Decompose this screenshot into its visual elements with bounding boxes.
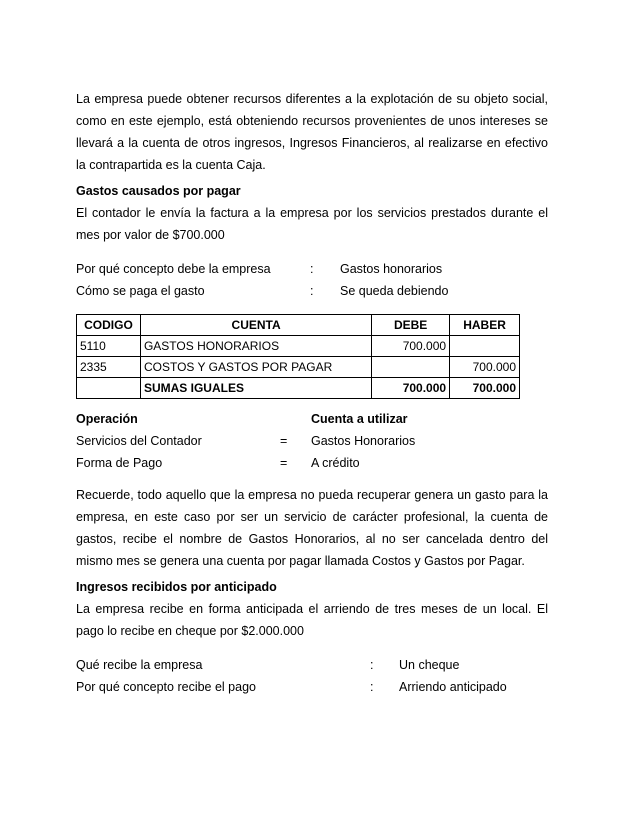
ledger-header-row xyxy=(77,315,520,336)
ledger-cell-haber: 700.000 xyxy=(450,378,520,399)
ledger-cell-haber xyxy=(450,336,520,357)
ledger-cell-cuenta: GASTOS HONORARIOS xyxy=(140,336,371,357)
section-gastos-causados xyxy=(76,180,548,246)
operation-heading: Operación xyxy=(76,412,138,426)
ledger-cell-cuenta: COSTOS Y GASTOS POR PAGAR xyxy=(140,357,371,378)
ledger-cell-debe xyxy=(372,357,450,378)
operation-label: Servicios del Contador xyxy=(76,434,202,448)
qa-separator: : xyxy=(310,262,314,276)
qa-value: Un cheque xyxy=(399,658,460,672)
section-text-ingresos-anticipado: La empresa recibe en forma anticipada el arriendo de tres meses de un local. El pago lo recibe en cheque por $2.000.000 xyxy=(76,602,548,638)
ledger-cell-codigo: 5110 xyxy=(77,336,141,357)
qa-row-concepto-pago xyxy=(76,676,548,698)
ledger-cell-debe: 700.000 xyxy=(372,378,450,399)
table-row xyxy=(77,357,520,378)
intro-paragraph: La empresa puede obtener recursos diferentes a la explotación de su objeto social, como en este ejemplo, está obteniendo recursos provenientes de unos intereses se llevará a la cuenta de otros ingresos, Ingresos Financieros, al realizarse en efectivo la contrapartida es la cuenta Caja. xyxy=(76,92,548,172)
qa-separator: : xyxy=(310,284,314,298)
intro-paragraph-block xyxy=(76,88,548,176)
qa-value: Arriendo anticipado xyxy=(399,680,507,694)
operation-value: A crédito xyxy=(311,456,360,470)
ledger-header-debe: DEBE xyxy=(372,315,450,336)
ledger-cell-cuenta: SUMAS IGUALES xyxy=(140,378,371,399)
operation-row-servicios xyxy=(76,430,548,452)
section-text-gastos-causados: El contador le envía la factura a la empresa por los servicios prestados durante el mes por valor de $700.000 xyxy=(76,206,548,242)
qa-label: Qué recibe la empresa xyxy=(76,658,203,672)
ledger-header-haber: HABER xyxy=(450,315,520,336)
ledger-cell-haber: 700.000 xyxy=(450,357,520,378)
qa-value: Gastos honorarios xyxy=(340,262,443,276)
account-heading: Cuenta a utilizar xyxy=(311,412,408,426)
ledger-header-codigo: CODIGO xyxy=(77,315,141,336)
operation-block xyxy=(76,408,548,474)
qa-block-ingresos xyxy=(76,654,548,698)
qa-row-concepto xyxy=(76,258,548,280)
operation-separator: = xyxy=(280,434,288,448)
operation-value: Gastos Honorarios xyxy=(311,434,416,448)
operation-separator: = xyxy=(280,456,288,470)
operation-heading-row xyxy=(76,408,548,430)
qa-separator: : xyxy=(370,680,374,694)
table-row xyxy=(77,336,520,357)
section-ingresos-anticipado xyxy=(76,576,548,642)
section-heading-ingresos-anticipado: Ingresos recibidos por anticipado xyxy=(76,580,277,594)
qa-label: Por qué concepto recibe el pago xyxy=(76,680,256,694)
section-heading-gastos-causados: Gastos causados por pagar xyxy=(76,184,241,198)
qa-block-gastos xyxy=(76,258,548,302)
remember-paragraph-block xyxy=(76,484,548,572)
remember-paragraph: Recuerde, todo aquello que la empresa no pueda recuperar genera un gasto para la empresa, en este caso por ser un servicio de carácter profesional, la cuenta de gastos, recibe el nombre de Gastos Honorarios, al no ser cancelada dentro del mismo mes se genera una cuenta por pagar llamada Costos y Gastos por Pagar. xyxy=(76,488,548,568)
ledger-cell-codigo: 2335 xyxy=(77,357,141,378)
qa-label: Cómo se paga el gasto xyxy=(76,284,205,298)
operation-row-forma-pago xyxy=(76,452,548,474)
qa-value: Se queda debiendo xyxy=(340,284,449,298)
ledger-header-cuenta: CUENTA xyxy=(140,315,371,336)
qa-row-pago xyxy=(76,280,548,302)
ledger-cell-codigo xyxy=(77,378,141,399)
qa-separator: : xyxy=(370,658,374,672)
ledger-table xyxy=(76,314,520,399)
ledger-cell-debe: 700.000 xyxy=(372,336,450,357)
qa-row-recibe xyxy=(76,654,548,676)
ledger-totals-row xyxy=(77,378,520,399)
qa-label: Por qué concepto debe la empresa xyxy=(76,262,271,276)
operation-label: Forma de Pago xyxy=(76,456,163,470)
